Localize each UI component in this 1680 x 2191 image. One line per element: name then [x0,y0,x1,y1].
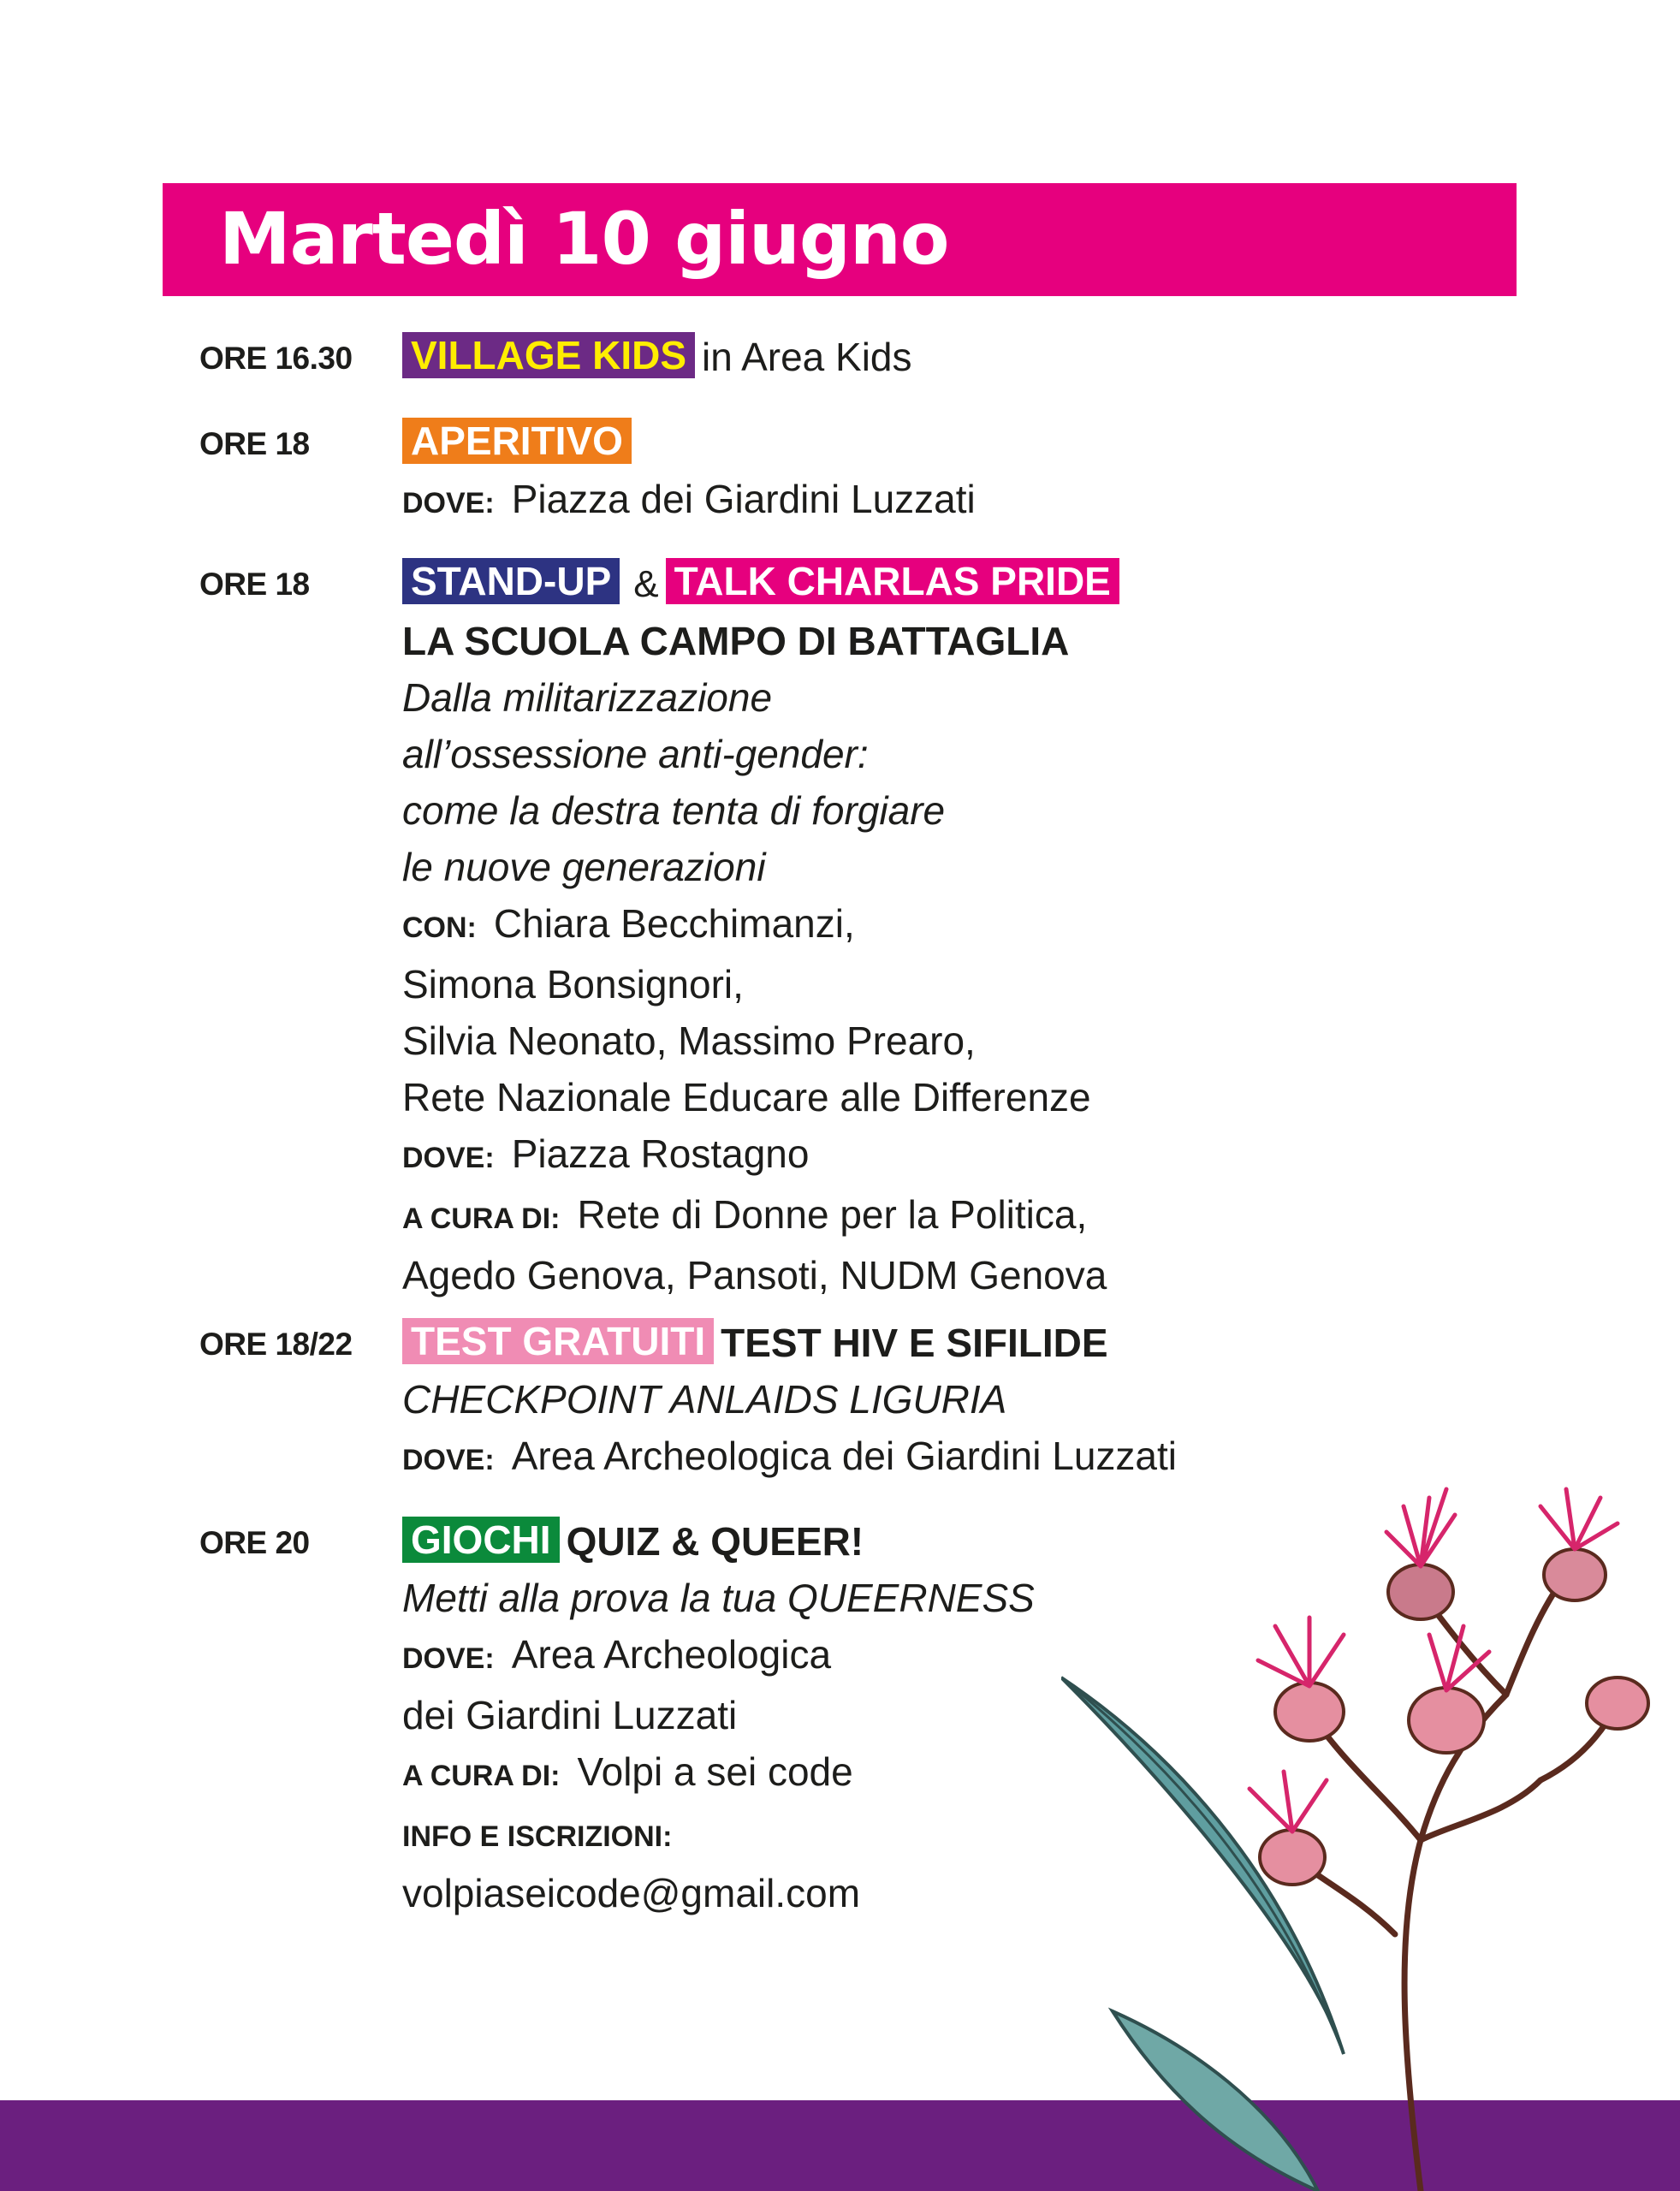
category-tag: APERITIVO [402,418,632,464]
event-location: Area Archeologica [511,1632,832,1677]
event-description-line: come la destra tenta di forgiare [402,788,946,833]
event-time: ORE 18/22 [199,1327,353,1362]
speaker-line: Silvia Neonato, Massimo Prearo, [402,1018,976,1063]
ampersand: & [633,563,659,605]
category-tag-standup: STAND-UP [402,558,620,604]
con-label: CON: [402,911,477,944]
category-tag: GIOCHI [402,1517,560,1563]
event-subtitle: CHECKPOINT ANLAIDS LIGURIA [402,1377,1007,1422]
contact-email[interactable]: volpiaseicode@gmail.com [402,1871,861,1915]
category-tag-talk: TALK CHARLAS PRIDE [666,558,1119,604]
event-location: dei Giardini Luzzati [402,1693,738,1737]
category-tag: TEST GRATUITI [402,1318,714,1364]
event-title: TEST HIV E SIFILIDE [721,1321,1108,1365]
event-time: ORE 16.30 [199,341,353,376]
page-title: Martedì 10 giugno [219,197,949,281]
date-header [163,183,1517,296]
organizer-line: Agedo Genova, Pansoti, NUDM Genova [402,1253,1107,1297]
speaker-line: Simona Bonsignori, [402,962,744,1006]
event-location: Piazza dei Giardini Luzzati [511,477,976,521]
event-time: ORE 18 [199,567,310,602]
eucalyptus-flower-illustration [1061,1455,1680,2191]
event-title: QUIZ & QUEER! [566,1519,864,1564]
event-description-line: Dalla militarizzazione [402,675,773,720]
speaker-line: Rete Nazionale Educare alle Differenze [402,1075,1091,1119]
dove-label: DOVE: [402,1444,495,1476]
event-time: ORE 20 [199,1525,310,1560]
event-location-inline: in Area Kids [702,335,912,379]
event-description-line: le nuove generazioni [402,845,766,889]
info-label: INFO E ISCRIZIONI: [402,1820,673,1853]
organizer-line: Rete di Donne per la Politica, [577,1192,1088,1237]
category-tag: VILLAGE KIDS [402,332,695,378]
event-description-line: all’ossessione anti-gender: [402,732,869,776]
event-time: ORE 18 [199,426,310,461]
event-title: LA SCUOLA CAMPO DI BATTAGLIA [402,619,1070,663]
organizer-line: Volpi a sei code [577,1749,853,1794]
dove-label: DOVE: [402,487,495,520]
cura-label: A CURA DI: [402,1202,561,1235]
dove-label: DOVE: [402,1642,495,1675]
event-location: Area Archeologica dei Giardini Luzzati [511,1434,1178,1478]
event-description: Metti alla prova la tua QUEERNESS [402,1576,1035,1620]
speaker-line: Chiara Becchimanzi, [493,901,855,946]
cura-label: A CURA DI: [402,1760,561,1792]
dove-label: DOVE: [402,1142,495,1174]
event-location: Piazza Rostagno [511,1131,810,1176]
